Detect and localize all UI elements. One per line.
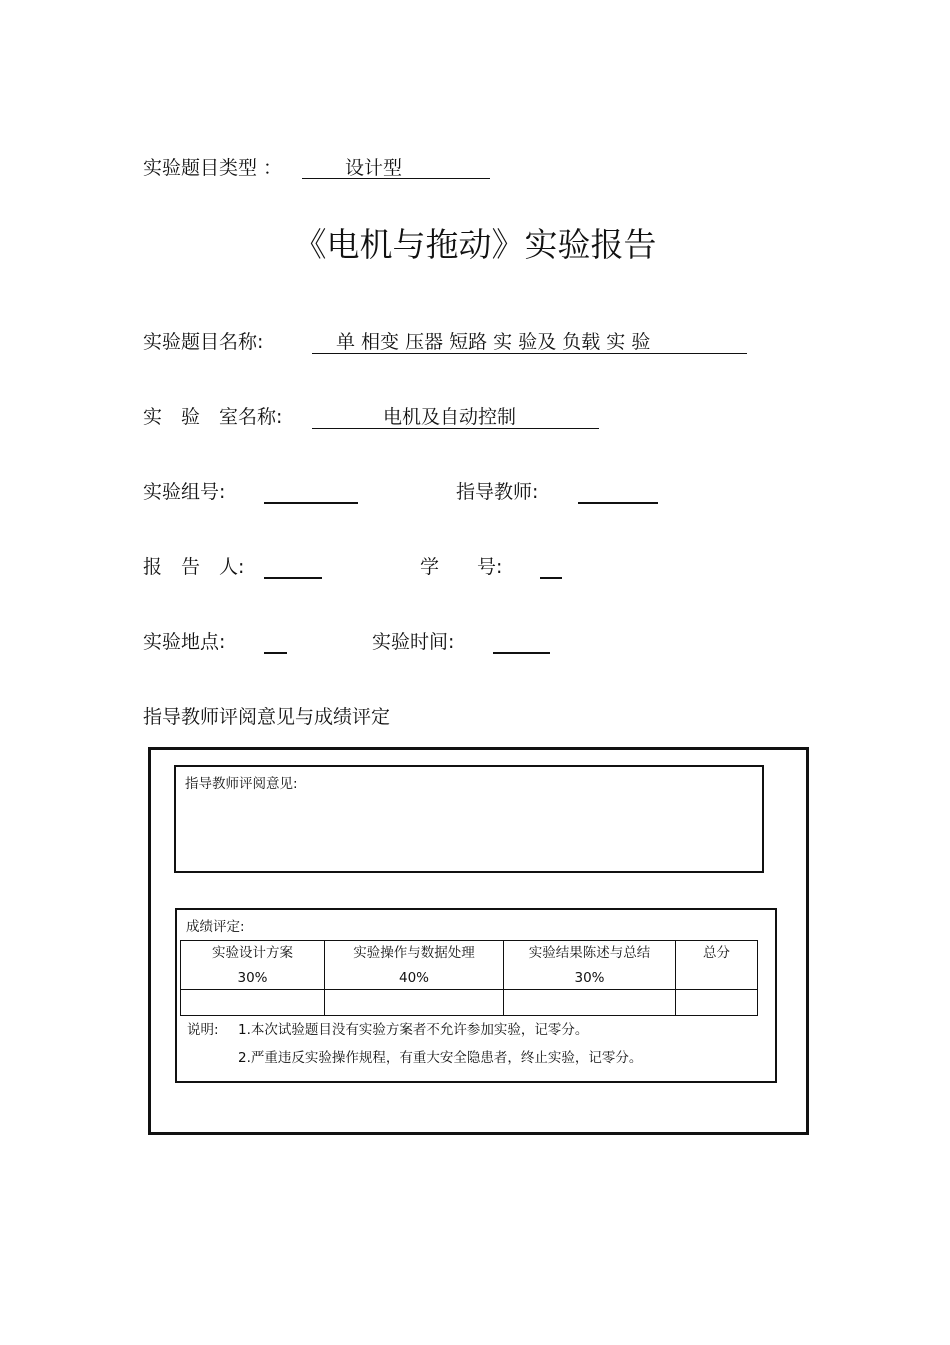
time-underline	[493, 652, 550, 654]
grade-col-name: 总分	[703, 945, 730, 961]
location-label: 实验地点:	[143, 631, 226, 653]
name-label: 实验题目名称:	[143, 331, 264, 353]
grade-header-cell	[181, 941, 325, 990]
type-underline	[302, 178, 490, 179]
student-no-label: 学 号:	[420, 556, 503, 578]
comment-label: 指导教师评阅意见:	[185, 776, 298, 792]
grade-header-cell	[325, 941, 504, 990]
group-label: 实验组号:	[143, 481, 226, 503]
grade-col-pct: 30%	[237, 970, 268, 986]
notes-line-1: 1.本次试验题目没有实验方案者不允许参加实验，记零分。	[238, 1022, 589, 1038]
grade-col-pct: 40%	[398, 970, 429, 986]
student-no-underline	[540, 577, 562, 579]
name-value: 单 相变 压器 短路 实 验及 负载 实 验	[336, 331, 651, 353]
reporter-label: 报 告 人:	[143, 556, 245, 578]
grade-entry-cell[interactable]	[676, 990, 758, 1016]
reporter-underline	[264, 577, 322, 579]
lab-label: 实 验 室名称:	[143, 406, 283, 428]
name-underline	[312, 353, 747, 354]
section-title: 指导教师评阅意见与成绩评定	[143, 706, 391, 728]
grade-entry-cell[interactable]	[181, 990, 325, 1016]
grade-header-row	[181, 941, 758, 990]
grade-col-name: 实验操作与数据处理	[353, 945, 475, 961]
grade-col-name: 实验结果陈述与总结	[528, 945, 651, 961]
grade-entry-row	[181, 990, 758, 1016]
grade-table	[180, 940, 758, 1016]
grade-header-cell	[504, 941, 676, 990]
group-underline	[264, 502, 358, 504]
grade-col-pct: 30%	[574, 970, 605, 986]
page-title: 《电机与拖动》实验报告	[293, 225, 657, 264]
grade-entry-cell[interactable]	[325, 990, 504, 1016]
grade-label: 成绩评定:	[186, 919, 245, 935]
lab-underline	[312, 428, 599, 429]
teacher-label: 指导教师:	[456, 481, 539, 503]
grade-header-cell	[676, 941, 758, 990]
teacher-underline	[578, 502, 658, 504]
type-value: 设计型	[345, 157, 403, 179]
time-label: 实验时间:	[372, 631, 455, 653]
grade-col-name: 实验设计方案	[212, 945, 293, 961]
notes-label: 说明:	[187, 1022, 219, 1038]
type-label: 实验题目类型 ：	[143, 157, 283, 179]
lab-value: 电机及自动控制	[383, 406, 517, 428]
notes-line-2: 2.严重违反实验操作规程，有重大安全隐患者，终止实验，记零分。	[238, 1050, 643, 1066]
location-underline	[264, 652, 287, 654]
grade-entry-cell[interactable]	[504, 990, 676, 1016]
